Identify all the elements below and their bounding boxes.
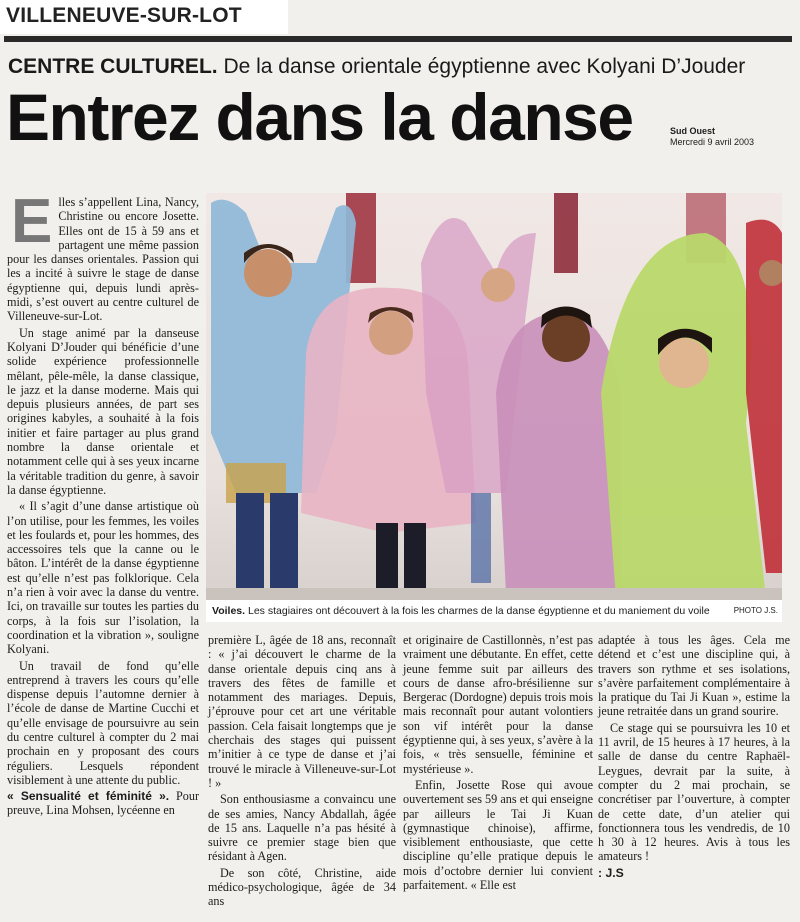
paragraph: Un stage animé par la danseuse Kolyani D’Jouder qui bénéficie d’une solide expérience professionnelle mêlant, pêle-mêle, la danse classique, le jazz et la danse moderne. Mais qui depuis plusieurs années, de part ses origines kabyles, a souhaité à la fois initier et faire partager au plus grand nombre la danse orientale et notamment celle qui à ses yeux incarne la véritable tradition du genre, à savoir la danse égyptienne. — [7, 325, 199, 497]
photo-credit: PHOTO J.S. — [733, 606, 778, 615]
source-date: Mercredi 9 avril 2003 — [670, 137, 755, 147]
paragraph: Enfin, Josette Rose qui avoue ouvertement ses 59 ans et qui enseigne par ailleurs le Tai Ji Kuan (gymnastique chinoise), affirme, visiblement enthousiaste, que cette discipline qu’elle pratique depuis le mois d’octobre dernier lui convient parfaitement. « Elle est — [403, 777, 593, 893]
paragraph: De son côté, Christine, aide médico-psychologique, âgée de 34 ans — [208, 865, 396, 909]
top-rule — [4, 36, 792, 42]
paragraph: Ce stage qui se poursuivra les 10 et 11 avril, de 15 heures à 17 heures, à la salle de danse du centre Raphaël-Leygues, devrait par la suite, à compter du 2 mai prochain, se concrétiser par l’ouverture, à compter de cette date, d’un atelier qui fonctionnera tous les vendredis, de 10 h 30 à 12 heures. Avis à tous les amateurs ! — [598, 720, 790, 864]
article-column-3 — [403, 633, 593, 894]
lead-paragraph — [7, 187, 199, 324]
section-rubric — [0, 0, 288, 34]
photo-caption — [206, 600, 782, 622]
caption-text: Les stagiaires ont découvert à la fois les charmes de la danse égyptienne et du maniement du voile — [248, 605, 710, 617]
drop-cap: E — [11, 187, 53, 256]
paragraph: Un travail de fond qu’elle entreprend à travers les cours qu’elle dispense depuis l’automne dernier à l’école de danse de Martine Cucchi et qu’elle envisage de poursuivre au sein du centre culturel à compter du 2 mai prochain en y proposant des cours réguliers. Lesquels répondent visiblement à une attente du public. — [7, 658, 199, 787]
source-name: Sud Ouest — [670, 126, 716, 136]
source-block — [670, 126, 754, 148]
paragraph-text: Pour preuve, Lina Mohsen, lycéenne en — [7, 789, 200, 818]
rubric-label: VILLENEUVE-SUR-LOT — [6, 4, 242, 27]
page-title: Entrez dans la danse — [6, 80, 633, 154]
paragraph: Son enthousiasme a convaincu une de ses amies, Nancy Abdallah, âgée de 15 ans. Laquelle n’a pas hésité à suivre ce premier stage bien que résidant à Agen. — [208, 792, 396, 864]
article-column-1 — [7, 187, 200, 820]
kicker-text: De la danse orientale égyptienne avec Kolyani D’Jouder — [223, 55, 746, 78]
article-column-2 — [208, 633, 396, 911]
paragraph: première L, âgée de 18 ans, reconnaît : « j’ai découvert le charme de la danse orientale depuis cinq ans à travers des fêtes de famille et notamment des mariages. Depuis, j’éprouve pour cet art une véritable passion. Cela faisait longtemps que je cherchais des stages qui puissent m’initier à ce type de danse et j’ai trouvé le miracle à Villeneuve-sur-Lot ! » — [208, 633, 396, 790]
article-column-4 — [598, 633, 790, 882]
paragraph-text: lles s’appellent Lina, Nancy, Christine ou encore Josette. Elles ont de 15 à 59 ans et partagent une même passion pour les danses orientales. Passion qui les a incité à suivre le stage de danse égyptienne qui, depuis lundi après-midi, s’est ouvert au centre culturel de Villeneuve-sur-Lot. — [7, 195, 199, 324]
kicker — [8, 55, 745, 79]
author-signature: : J.S — [598, 865, 624, 880]
paragraph: et originaire de Castillonnès, n’est pas vraiment une débutante. En effet, cette jeune femme suit par ailleurs des cours de danse afro-brésilienne sur Bergerac (Dordogne) depuis trois mois mais reconnaît pour autant volontiers son vif intérêt pour la danse égyptienne qui, à ses yeux, s’avère à la fois, « très sensuelle, féminine et mystérieuse ». — [403, 633, 593, 776]
crosshead-paragraph — [7, 789, 199, 818]
paragraph: « Il s’agit d’une danse artistique où l’on utilise, pour les femmes, les voiles et les foulards et, pour les hommes, des accessoires tels que la canne ou le bâton. L’intérêt de la danse égyptienne est qu’elle n’est pas folklorique. Cela n’a rien à voir avec la danse du ventre. Ici, on travaille sur toutes les parties du corps, à la fois sur l’isolation, la coordination et la vibration », souligne Kolyani. — [7, 499, 199, 657]
paragraph: adaptée à tous les âges. Cela me détend et c’est une discipline qui, à travers son rythme et ses isolations, s’avère parfaitement complémentaire à la pratique du Tai Ji Kuan », estime la jeune retraitée dans un grand sourire. — [598, 633, 790, 719]
kicker-bold: CENTRE CULTUREL. — [8, 55, 218, 78]
dancers-photo — [206, 193, 782, 600]
caption-label: Voiles. — [212, 605, 246, 617]
crosshead: « Sensualité et féminité ». — [7, 789, 170, 804]
